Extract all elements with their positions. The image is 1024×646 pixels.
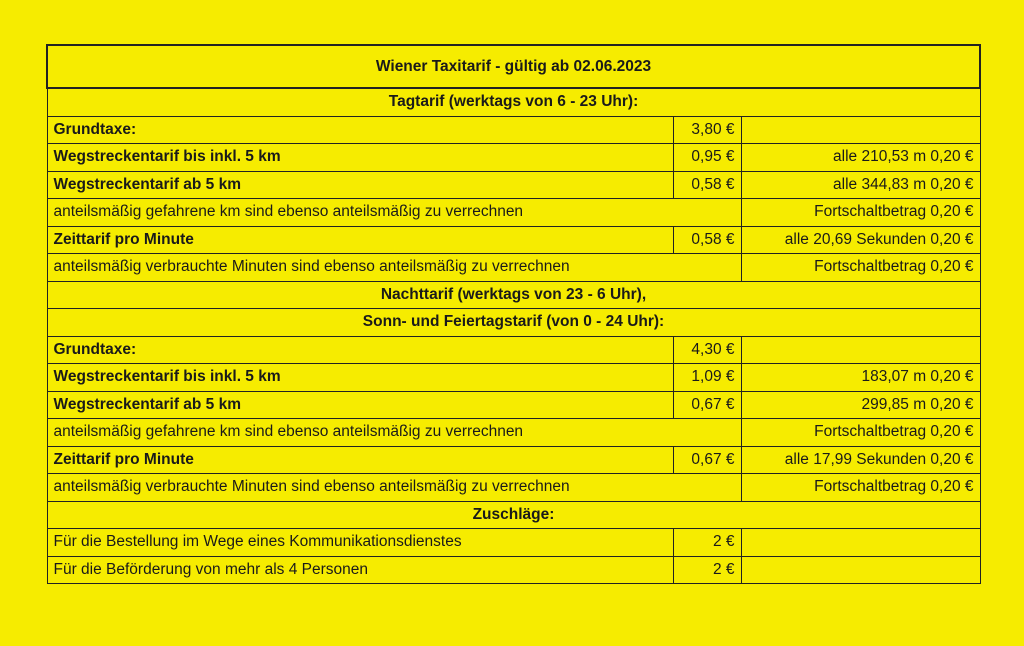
row-amount: 0,95 € xyxy=(673,144,741,172)
row-note: Fortschaltbetrag 0,20 € xyxy=(741,254,980,282)
section-heading-nacht: Nachttarif (werktags von 23 - 6 Uhr), xyxy=(47,281,980,309)
table-row xyxy=(47,226,980,254)
table-row xyxy=(47,364,980,392)
table-row xyxy=(47,336,980,364)
row-note: alle 344,83 m 0,20 € xyxy=(741,171,980,199)
row-amount: 0,67 € xyxy=(673,391,741,419)
row-label: Grundtaxe: xyxy=(47,116,673,144)
empty-cell xyxy=(741,529,980,557)
section-heading-sonn-feiertag: Sonn- und Feiertagstarif (von 0 - 24 Uhr): xyxy=(47,309,980,337)
row-note: alle 17,99 Sekunden 0,20 € xyxy=(741,446,980,474)
row-label: Zeittarif pro Minute xyxy=(47,446,673,474)
row-label: Für die Beförderung von mehr als 4 Personen xyxy=(47,556,673,584)
table-row xyxy=(47,144,980,172)
row-remark: anteilsmäßig gefahrene km sind ebenso anteilsmäßig zu verrechnen xyxy=(47,419,741,447)
row-note xyxy=(741,336,980,364)
table-row xyxy=(47,556,980,584)
row-label: Wegstreckentarif ab 5 km xyxy=(47,391,673,419)
table-row xyxy=(47,529,980,557)
row-note: Fortschaltbetrag 0,20 € xyxy=(741,199,980,227)
row-note: Fortschaltbetrag 0,20 € xyxy=(741,474,980,502)
row-amount: 0,58 € xyxy=(673,226,741,254)
section-heading-tag: Tagtarif (werktags von 6 - 23 Uhr): xyxy=(47,88,980,116)
row-label: Grundtaxe: xyxy=(47,336,673,364)
table-row xyxy=(47,116,980,144)
row-note: 299,85 m 0,20 € xyxy=(741,391,980,419)
page-title: Wiener Taxitarif - gültig ab 02.06.2023 xyxy=(47,45,980,88)
row-amount: 0,58 € xyxy=(673,171,741,199)
row-label: Wegstreckentarif ab 5 km xyxy=(47,171,673,199)
row-remark: anteilsmäßig verbrauchte Minuten sind ebenso anteilsmäßig zu verrechnen xyxy=(47,474,741,502)
empty-cell xyxy=(741,556,980,584)
table-row xyxy=(47,446,980,474)
table-row xyxy=(47,391,980,419)
row-note xyxy=(741,116,980,144)
table-row xyxy=(47,419,980,447)
row-label: Wegstreckentarif bis inkl. 5 km xyxy=(47,144,673,172)
row-amount: 2 € xyxy=(673,556,741,584)
table-row xyxy=(47,474,980,502)
row-amount: 4,30 € xyxy=(673,336,741,364)
table-row xyxy=(47,254,980,282)
row-amount: 2 € xyxy=(673,529,741,557)
section-row xyxy=(47,281,980,309)
table-row xyxy=(47,171,980,199)
section-row xyxy=(47,309,980,337)
section-row xyxy=(47,501,980,529)
section-heading-zuschlaege: Zuschläge: xyxy=(47,501,980,529)
row-remark: anteilsmäßig verbrauchte Minuten sind ebenso anteilsmäßig zu verrechnen xyxy=(47,254,741,282)
row-label: Wegstreckentarif bis inkl. 5 km xyxy=(47,364,673,392)
row-note: 183,07 m 0,20 € xyxy=(741,364,980,392)
row-remark: anteilsmäßig gefahrene km sind ebenso anteilsmäßig zu verrechnen xyxy=(47,199,741,227)
row-note: alle 20,69 Sekunden 0,20 € xyxy=(741,226,980,254)
title-row xyxy=(47,45,980,88)
row-amount: 3,80 € xyxy=(673,116,741,144)
section-row xyxy=(47,88,980,116)
tariff-table xyxy=(46,44,981,584)
row-note: alle 210,53 m 0,20 € xyxy=(741,144,980,172)
table-row xyxy=(47,199,980,227)
row-label: Zeittarif pro Minute xyxy=(47,226,673,254)
row-amount: 0,67 € xyxy=(673,446,741,474)
row-amount: 1,09 € xyxy=(673,364,741,392)
row-label: Für die Bestellung im Wege eines Kommunikationsdienstes xyxy=(47,529,673,557)
row-note: Fortschaltbetrag 0,20 € xyxy=(741,419,980,447)
